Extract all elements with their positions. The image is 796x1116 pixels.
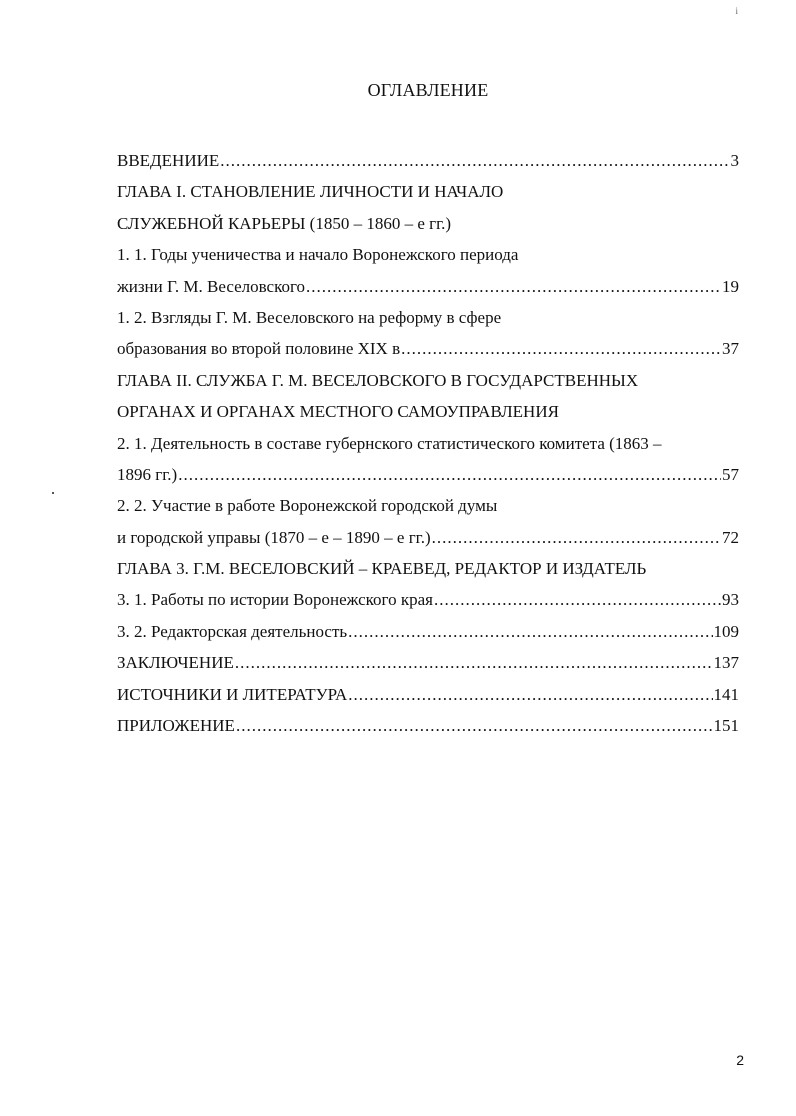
scan-mark: i bbox=[735, 6, 738, 16]
toc-entry-text: жизни Г. М. Веселовского bbox=[117, 276, 306, 296]
toc-entry bbox=[117, 490, 739, 521]
toc-entry-text: 3. 2. Редакторская деятельность bbox=[117, 621, 348, 641]
toc-entry bbox=[117, 145, 739, 176]
toc-entry-page: 57 bbox=[722, 464, 739, 484]
toc-entry-text: 2. 1. Деятельность в составе губернского статистического комитета (1863 – bbox=[117, 433, 662, 453]
toc-entry-text: ВВЕДЕНИИЕ bbox=[117, 151, 220, 170]
dot-leader bbox=[178, 459, 721, 490]
toc-entry bbox=[117, 616, 739, 647]
toc-entry-page: 37 bbox=[722, 339, 739, 359]
dot-leader bbox=[434, 584, 721, 615]
dot-leader bbox=[348, 679, 712, 710]
toc-entry-page: 141 bbox=[713, 684, 739, 704]
toc-entry bbox=[117, 428, 739, 459]
dot-leader bbox=[236, 710, 713, 741]
toc-entry-text: СЛУЖЕБНОЙ КАРЬЕРЫ (1850 – 1860 – е гг.) bbox=[117, 213, 452, 233]
toc-entry-text: образования во второй половине XIX в bbox=[117, 339, 401, 359]
dot-leader bbox=[348, 616, 712, 647]
toc-entry-text: ИСТОЧНИКИ И ЛИТЕРАТУРА bbox=[117, 684, 348, 704]
toc-entry-page: 19 bbox=[722, 276, 739, 296]
toc-entry bbox=[117, 302, 739, 333]
toc-entry-page: 151 bbox=[713, 716, 739, 736]
toc-entry-text: и городской управы (1870 – е – 1890 – е гг.) bbox=[117, 527, 431, 547]
toc-entry-text: ГЛАВА II. СЛУЖБА Г. М. ВЕСЕЛОВСКОГО В ГОСУДАРСТВЕННЫХ bbox=[117, 370, 639, 390]
toc-entry bbox=[117, 365, 739, 396]
toc-entry bbox=[117, 522, 739, 553]
page-title: ОГЛАВЛЕНИЕ bbox=[367, 80, 489, 100]
toc-entry-text: 1. 2. Взгляды Г. М. Веселовского на реформу в сфере bbox=[117, 307, 502, 327]
dot-leader bbox=[306, 271, 721, 302]
toc-entry bbox=[117, 396, 739, 427]
toc-entry-page: 93 bbox=[722, 590, 739, 610]
toc-entry bbox=[117, 333, 739, 364]
toc-entry bbox=[117, 176, 739, 207]
dot-leader bbox=[235, 647, 713, 678]
toc-entry-text: 3. 1. Работы по истории Воронежского края bbox=[117, 590, 433, 610]
toc-entry-text: ГЛАВА I. СТАНОВЛЕНИЕ ЛИЧНОСТИ И НАЧАЛО bbox=[117, 182, 504, 202]
dot-leader bbox=[220, 145, 729, 176]
toc-entry-page: 109 bbox=[713, 621, 739, 641]
toc-entry bbox=[117, 459, 739, 490]
toc-entry-page: 3 bbox=[730, 151, 739, 170]
toc-entry bbox=[117, 679, 739, 710]
toc-entry-text: 1896 гг.) bbox=[117, 464, 178, 484]
table-of-contents bbox=[117, 145, 739, 741]
toc-entry bbox=[117, 584, 739, 615]
toc-entry-page: 72 bbox=[722, 527, 739, 547]
dot-leader bbox=[432, 522, 721, 553]
toc-entry bbox=[117, 239, 739, 270]
dot-leader bbox=[401, 333, 721, 364]
toc-entry bbox=[117, 208, 739, 239]
toc-entry-text: ГЛАВА 3. Г.М. ВЕСЕЛОВСКИЙ – КРАЕВЕД, РЕДАКТОР И ИЗДАТЕЛЬ bbox=[117, 559, 647, 579]
toc-entry-text: 1. 1. Годы ученичества и начало Воронежского периода bbox=[117, 245, 519, 265]
toc-entry-text: ЗАКЛЮЧЕНИЕ bbox=[117, 653, 234, 673]
page-number: 2 bbox=[736, 1052, 744, 1068]
scan-speck bbox=[52, 492, 54, 494]
toc-entry bbox=[117, 710, 739, 741]
toc-entry-text: ПРИЛОЖЕНИЕ bbox=[117, 716, 235, 736]
toc-entry bbox=[117, 553, 739, 584]
toc-entry-text: ОРГАНАХ И ОРГАНАХ МЕСТНОГО САМОУПРАВЛЕНИЯ bbox=[117, 402, 559, 422]
toc-entry bbox=[117, 271, 739, 302]
toc-entry-page: 137 bbox=[713, 653, 739, 673]
toc-entry bbox=[117, 647, 739, 678]
toc-entry-text: 2. 2. Участие в работе Воронежской городской думы bbox=[117, 496, 498, 516]
